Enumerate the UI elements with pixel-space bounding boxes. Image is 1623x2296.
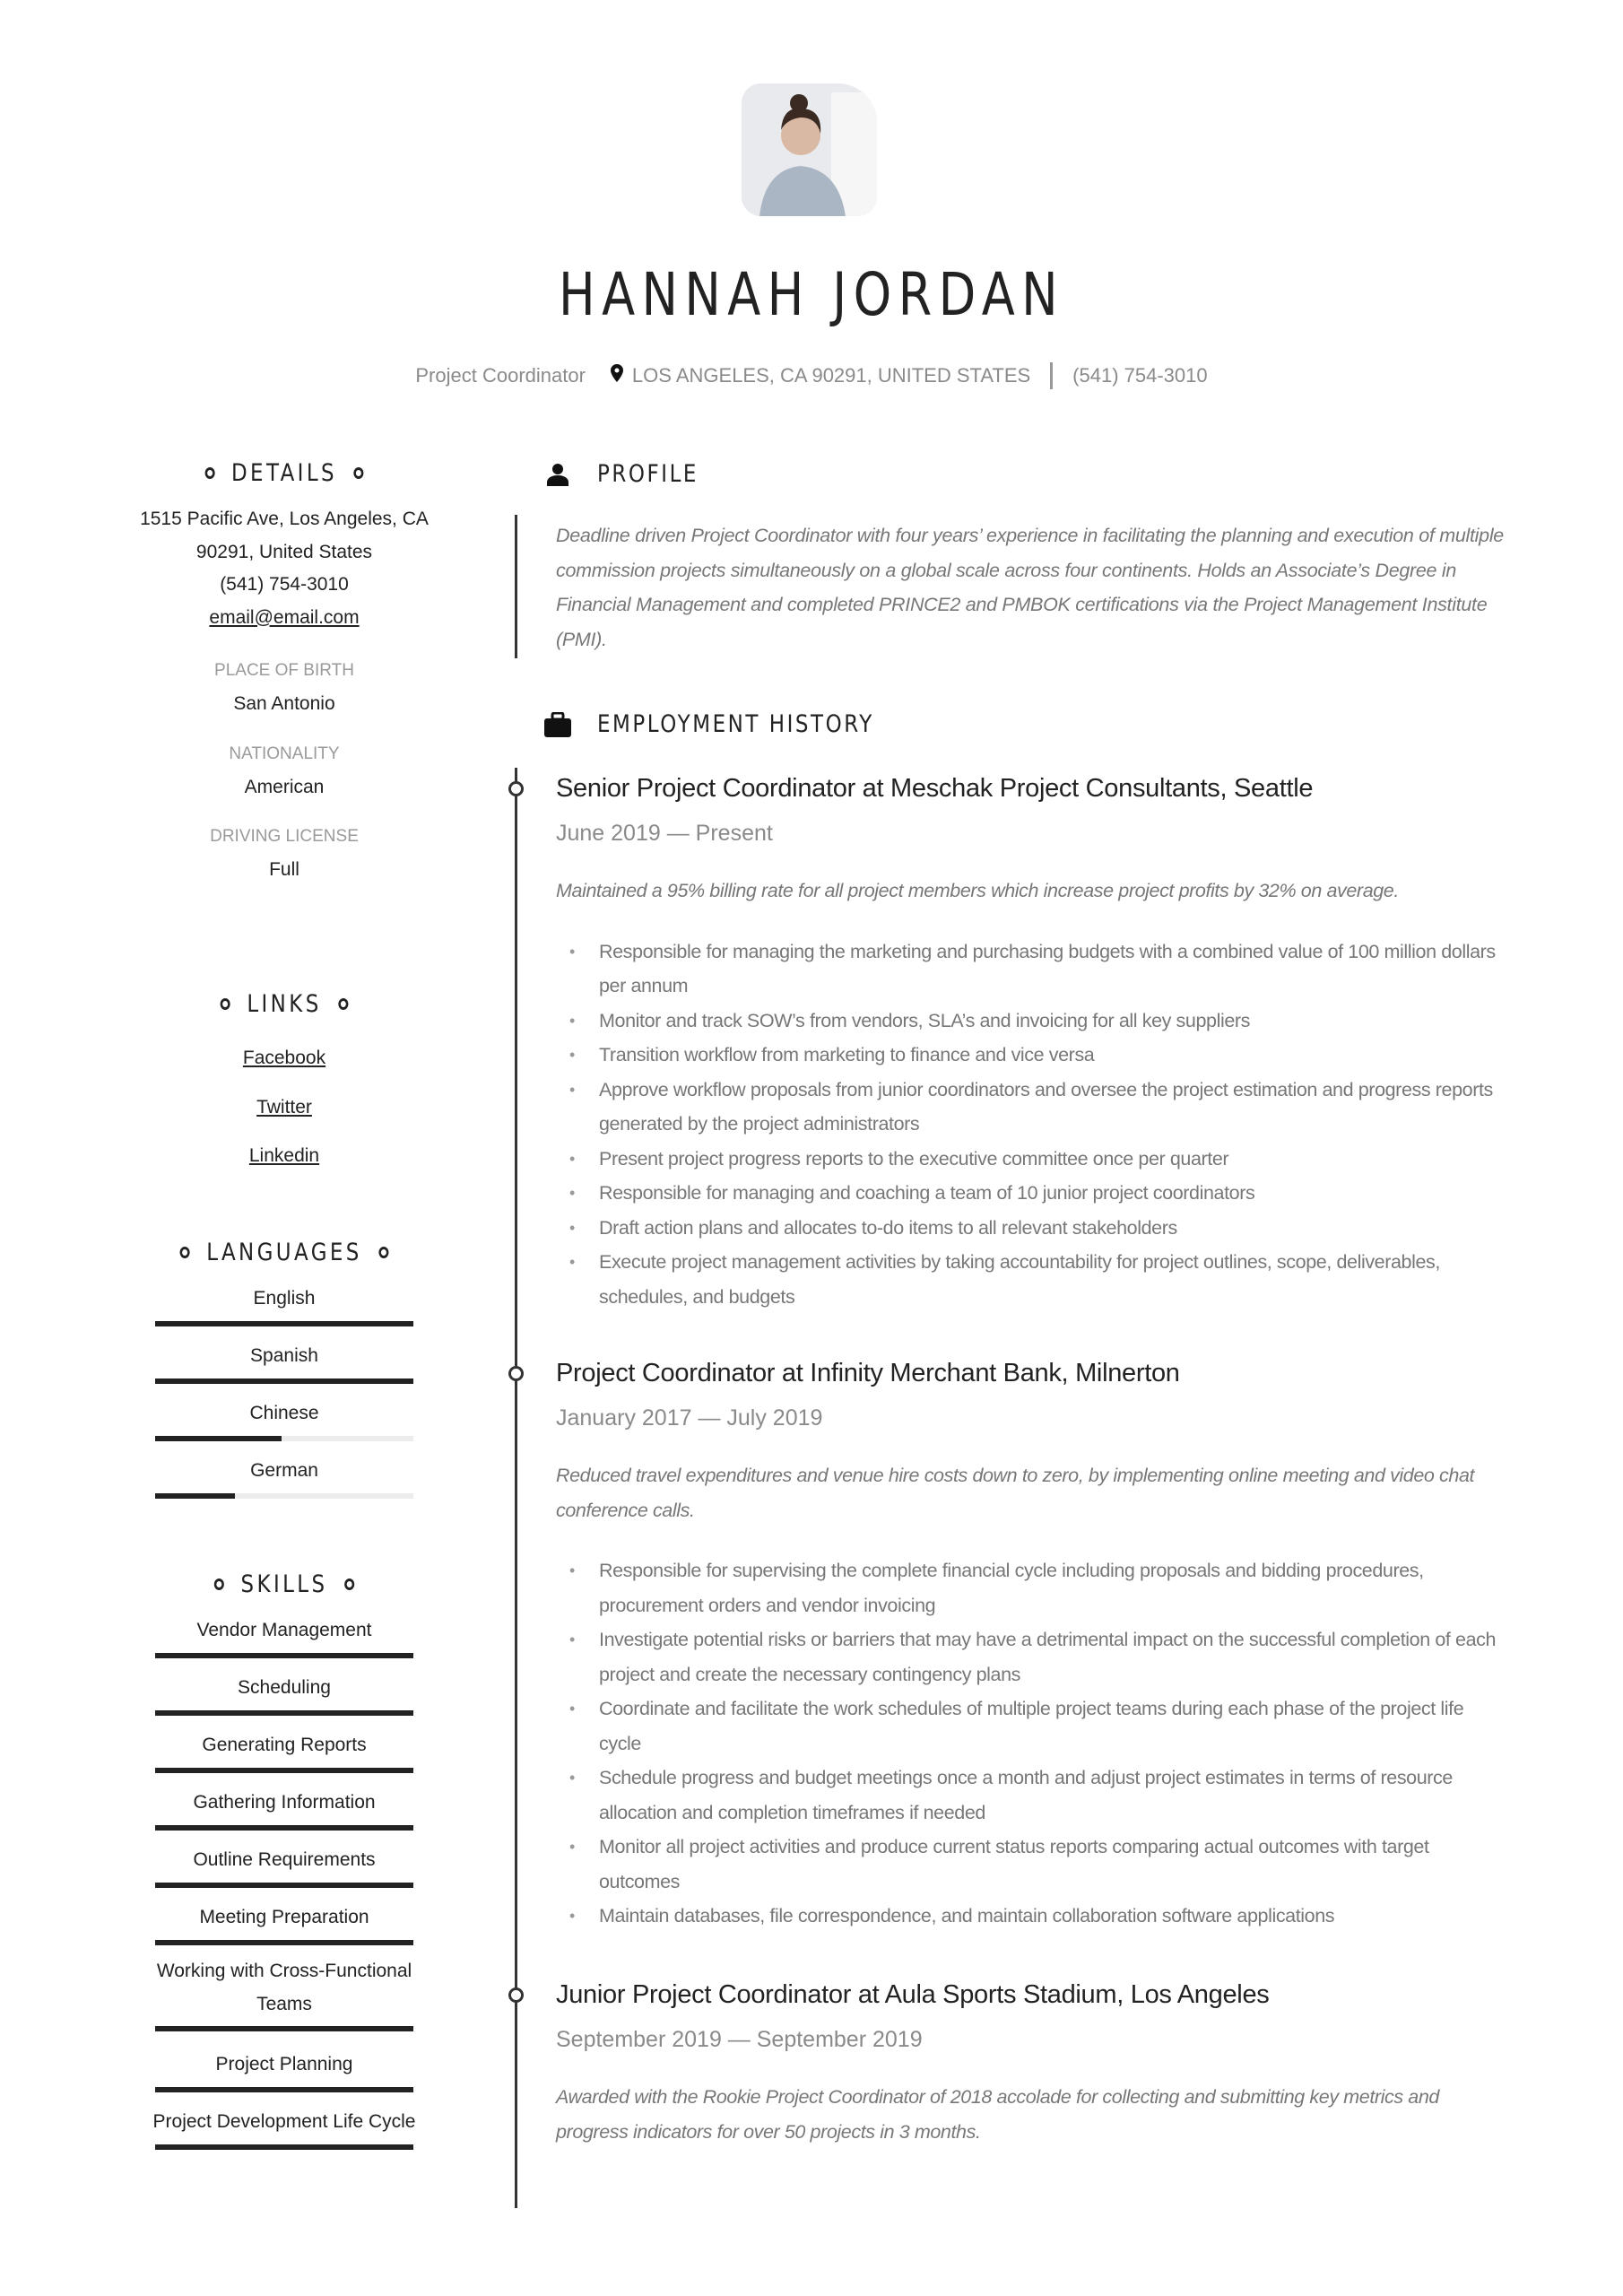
skill-item bbox=[135, 1779, 434, 1837]
job-title: Project Coordinator bbox=[415, 364, 586, 387]
skills-heading: SKILLS bbox=[157, 1570, 412, 1598]
job-title: Senior Project Coordinator at Meschak Project Consultants, Seattle bbox=[556, 774, 1314, 803]
job-entry bbox=[556, 1352, 1506, 1934]
job-entry bbox=[556, 1973, 1506, 2149]
skill-item bbox=[135, 1837, 434, 1894]
skill-name: Meeting Preparation bbox=[199, 1907, 369, 1927]
language-level-fill bbox=[155, 1493, 235, 1499]
ring-icon bbox=[179, 1247, 189, 1258]
ring-icon bbox=[214, 1578, 224, 1590]
person-icon bbox=[538, 463, 577, 486]
profile-photo bbox=[742, 83, 877, 216]
skill-bar bbox=[155, 1940, 413, 1945]
language-name: English bbox=[253, 1288, 316, 1309]
skill-item bbox=[135, 1894, 434, 1952]
skill-bar-fill bbox=[155, 1825, 413, 1831]
skill-bar-fill bbox=[155, 1940, 413, 1945]
employment-heading: EMPLOYMENT HISTORY bbox=[556, 710, 1506, 738]
linkedin-link[interactable]: Linkedin bbox=[248, 1145, 320, 1166]
job-entry bbox=[556, 767, 1506, 1314]
skill-bar bbox=[155, 1825, 413, 1831]
language-level-fill bbox=[155, 1321, 413, 1326]
language-level-fill bbox=[155, 1436, 282, 1441]
job-title: Project Coordinator at Infinity Merchant Bank, Milnerton bbox=[556, 1359, 1180, 1387]
job-dates: January 2017 — July 2019 bbox=[556, 1405, 823, 1431]
language-level-bar bbox=[155, 1436, 413, 1441]
divider bbox=[1050, 362, 1053, 389]
job-bullets bbox=[556, 935, 1506, 1315]
job-bullet: • Maintain databases, file correspondence, and maintain collaboration software applications bbox=[599, 1899, 1506, 1934]
place-of-birth: San Antonio bbox=[233, 693, 335, 714]
job-bullet: • Coordinate and facilitate the work schedules of multiple project teams during each phase of the project life cycle bbox=[599, 1692, 1506, 1761]
skills-section bbox=[135, 1570, 434, 2156]
profile-bar bbox=[515, 515, 517, 658]
language-level-bar bbox=[155, 1493, 413, 1499]
profile-text: Deadline driven Project Coordinator with four years’ experience in facilitating the planning and execution of multiple commission projects simultaneously on a global scale across four continents. Holds an Associate’s Degree in Financial Management and completed PRINCE2 and PMBOK certifications via the Project Management Institute (PMI). bbox=[556, 525, 1504, 650]
location: LOS ANGELES, CA 90291, UNITED STATES bbox=[631, 364, 1031, 387]
language-level-bar bbox=[155, 1378, 413, 1384]
job-bullet: • Monitor all project activities and produce current status reports comparing actual outcomes with target outcomes bbox=[599, 1830, 1506, 1899]
facebook-link[interactable]: Facebook bbox=[242, 1048, 326, 1068]
details-phone: (541) 754-3010 bbox=[220, 574, 349, 595]
skill-bar-fill bbox=[155, 2026, 413, 2031]
address-line-1: 1515 Pacific Ave, Los Angeles, CA bbox=[140, 509, 429, 529]
ring-icon bbox=[221, 998, 230, 1010]
skill-bar-fill bbox=[155, 1710, 413, 1716]
job-bullet: • Monitor and track SOW’s from vendors, SLA’s and invoicing for all key suppliers bbox=[599, 1004, 1506, 1039]
links-section bbox=[135, 990, 434, 1181]
profile-heading: PROFILE bbox=[556, 460, 1506, 488]
skill-name: Working with Cross-Functional Teams bbox=[156, 1961, 412, 2014]
details-section bbox=[135, 459, 434, 887]
skill-item bbox=[135, 1665, 434, 1722]
job-bullet: • Responsible for supervising the complete financial cycle including proposals and bidding procedures, procurement orders and vendor invoicing bbox=[599, 1553, 1506, 1622]
job-bullet: • Draft action plans and allocates to-do items to all relevant stakeholders bbox=[599, 1211, 1506, 1246]
skill-item bbox=[135, 1952, 434, 2041]
skill-bar bbox=[155, 2087, 413, 2092]
links-heading: LINKS bbox=[157, 990, 412, 1018]
skill-bar bbox=[155, 2144, 413, 2150]
timeline-dot-icon bbox=[508, 1987, 524, 2003]
location-pin-icon bbox=[611, 364, 623, 387]
skill-item bbox=[135, 2041, 434, 2099]
language-name: Chinese bbox=[249, 1403, 319, 1423]
ring-icon bbox=[344, 1578, 354, 1590]
language-level-bar bbox=[155, 1321, 413, 1326]
details-heading: DETAILS bbox=[157, 459, 412, 487]
skill-bar bbox=[155, 1710, 413, 1716]
job-dates: September 2019 — September 2019 bbox=[556, 2027, 923, 2052]
job-summary: Reduced travel expenditures and venue hire costs down to zero, by implementing online meeting and video chat conference calls. bbox=[556, 1465, 1475, 1521]
skill-name: Outline Requirements bbox=[193, 1849, 376, 1870]
job-dates: June 2019 — Present bbox=[556, 821, 773, 846]
twitter-link[interactable]: Twitter bbox=[256, 1096, 312, 1118]
candidate-name: HANNAH JORDAN bbox=[559, 260, 1064, 329]
briefcase-icon bbox=[538, 712, 577, 737]
skill-bar-fill bbox=[155, 1883, 413, 1888]
language-item bbox=[135, 1390, 434, 1448]
job-bullet: • Transition workflow from marketing to finance and vice versa bbox=[599, 1038, 1506, 1073]
job-bullet: • Responsible for managing the marketing and purchasing budgets with a combined value of 100 million dollars per annum bbox=[599, 935, 1506, 1004]
job-title: Junior Project Coordinator at Aula Sports Stadium, Los Angeles bbox=[556, 1980, 1270, 2009]
language-item bbox=[135, 1333, 434, 1390]
ring-icon bbox=[378, 1247, 388, 1258]
job-bullet: • Schedule progress and budget meetings once a month and adjust project estimates in terms of resource allocation and completion timeframes if needed bbox=[599, 1761, 1506, 1830]
skill-bar bbox=[155, 1653, 413, 1658]
job-bullet: • Approve workflow proposals from junior coordinators and oversee the project estimation and progress reports generated by the project administrators bbox=[599, 1073, 1506, 1142]
address-line-2: 90291, United States bbox=[195, 541, 373, 562]
language-level-fill bbox=[155, 1378, 413, 1384]
skill-bar bbox=[155, 1883, 413, 1888]
timeline-dot-icon bbox=[508, 1366, 524, 1381]
skill-bar-fill bbox=[155, 2144, 413, 2150]
nationality-label: NATIONALITY bbox=[229, 744, 340, 763]
skill-name: Project Planning bbox=[215, 2054, 353, 2074]
skill-bar bbox=[155, 2026, 413, 2031]
nationality: American bbox=[244, 776, 325, 797]
skill-bar-fill bbox=[155, 2087, 413, 2092]
language-name: German bbox=[250, 1460, 318, 1481]
language-item bbox=[135, 1448, 434, 1505]
languages-heading: LANGUAGES bbox=[157, 1239, 412, 1266]
job-bullet: • Investigate potential risks or barriers that may have a detrimental impact on the successful completion of each project and create the necessary contingency plans bbox=[599, 1622, 1506, 1692]
skill-name: Vendor Management bbox=[196, 1620, 372, 1640]
email-link[interactable]: email@email.com bbox=[209, 606, 360, 628]
skill-bar-fill bbox=[155, 1653, 413, 1658]
timeline-dot-icon bbox=[508, 781, 524, 796]
job-bullets bbox=[556, 1553, 1506, 1934]
job-summary: Maintained a 95% billing rate for all project members which increase project profits by 32% on average. bbox=[556, 880, 1399, 901]
language-name: Spanish bbox=[250, 1345, 318, 1366]
job-summary: Awarded with the Rookie Project Coordinator of 2018 accolade for collecting and submitting key metrics and progress indicators for over 50 projects in 3 months. bbox=[556, 2086, 1439, 2143]
ring-icon bbox=[354, 467, 364, 479]
ring-icon bbox=[338, 998, 348, 1010]
driving-license: Full bbox=[269, 859, 299, 880]
skill-bar bbox=[155, 1768, 413, 1773]
driving-license-label: DRIVING LICENSE bbox=[210, 827, 359, 846]
header-info bbox=[0, 362, 1623, 389]
ring-icon bbox=[204, 467, 214, 479]
skill-item bbox=[135, 1607, 434, 1665]
skill-item bbox=[135, 2099, 434, 2156]
header-phone: (541) 754-3010 bbox=[1072, 364, 1208, 387]
skill-name: Scheduling bbox=[238, 1677, 331, 1698]
job-bullet: • Present project progress reports to the executive committee once per quarter bbox=[599, 1142, 1506, 1177]
languages-section bbox=[135, 1239, 434, 1505]
job-bullet: • Responsible for managing and coaching a team of 10 junior project coordinators bbox=[599, 1176, 1506, 1211]
language-item bbox=[135, 1275, 434, 1333]
skill-bar-fill bbox=[155, 1768, 413, 1773]
place-of-birth-label: PLACE OF BIRTH bbox=[214, 661, 354, 680]
job-bullet: • Execute project management activities by taking accountability for project outlines, scope, deliverables, schedules, and budgets bbox=[599, 1245, 1506, 1314]
skill-name: Project Development Life Cycle bbox=[152, 2111, 416, 2132]
skill-name: Gathering Information bbox=[193, 1792, 376, 1813]
skill-item bbox=[135, 1722, 434, 1779]
skill-name: Generating Reports bbox=[202, 1735, 367, 1755]
